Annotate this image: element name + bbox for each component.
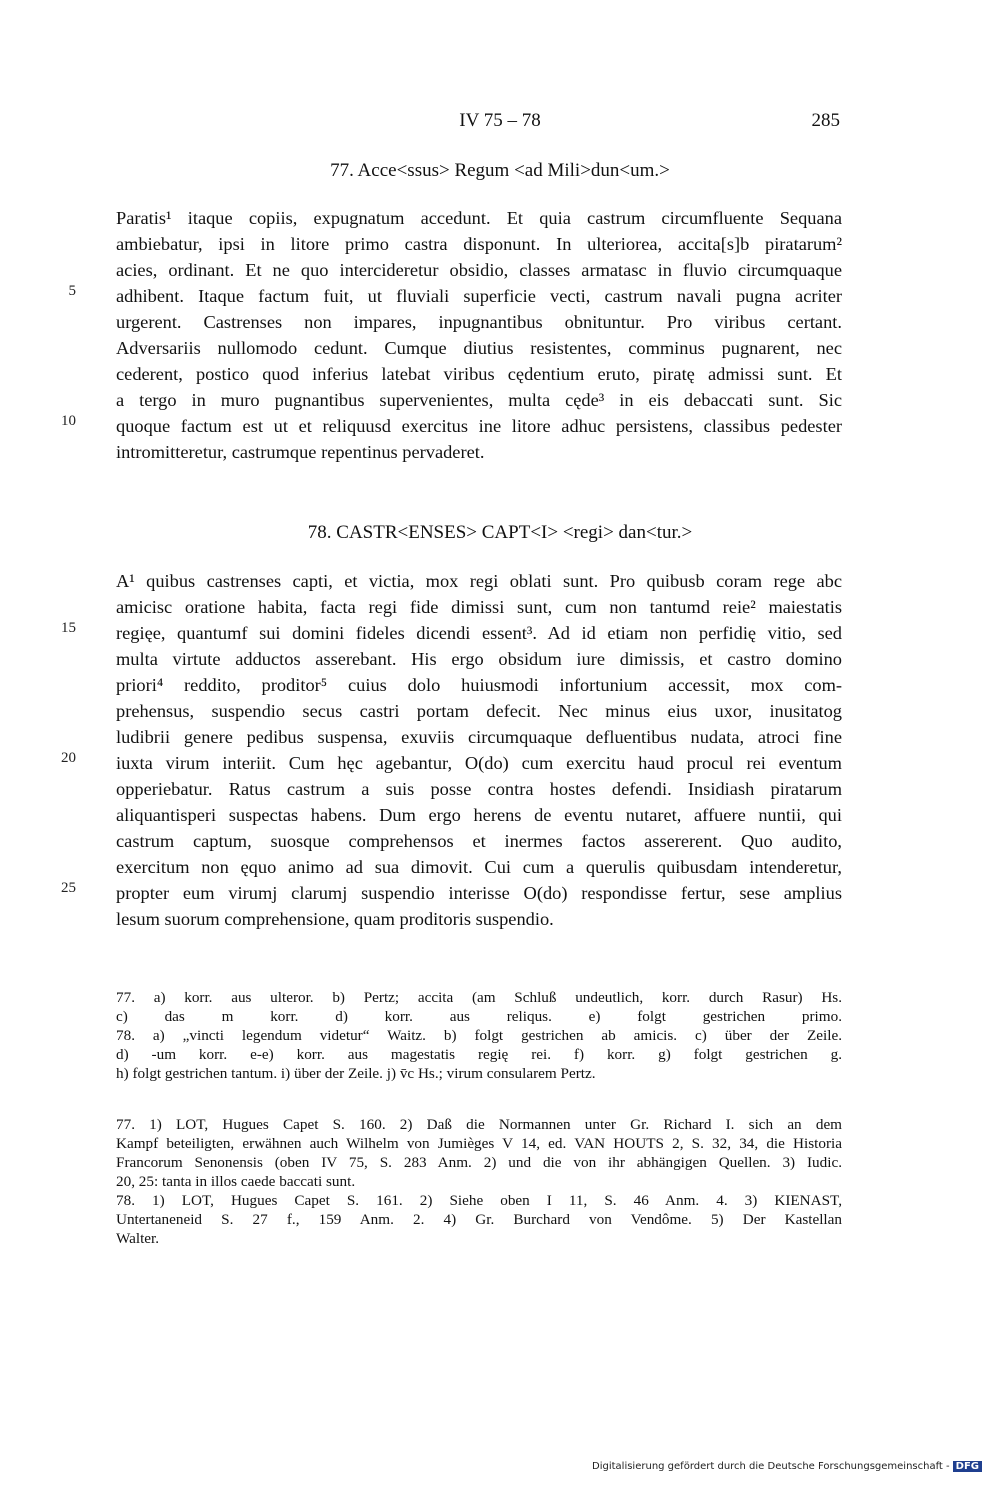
apparatus-line: 78. a) „vincti legendum videtur“ Waitz. b) folgt gestrichen ab amicis. c) über der Zeile. xyxy=(116,1027,842,1044)
commentary-line: 77. 1) LOT, Hugues Capet S. 160. 2) Daß die Normannen unter Gr. Richard I. sich an dem xyxy=(116,1116,842,1133)
commentary-line: Walter. xyxy=(116,1230,160,1247)
chapter-77-text xyxy=(61,205,842,465)
dfg-logo: DFG xyxy=(953,1461,982,1472)
apparatus-line: 77. a) korr. aus ulteror. b) Pertz; accita (am Schluß undeutlich, korr. durch Rasur) Hs. xyxy=(116,989,842,1006)
commentary-line: 20, 25: tanta in illos caede baccati sunt. xyxy=(116,1173,356,1190)
apparatus-line: c) das m korr. d) korr. aus reliqus. e) folgt gestrichen primo. xyxy=(116,1008,842,1025)
line-number: 15 xyxy=(61,620,76,636)
line-number: 25 xyxy=(61,880,76,896)
text-line: lesum suorum comprehensione, quam proditoris suspendio. xyxy=(116,909,554,929)
apparatus-line: d) -um korr. e-e) korr. aus magestatis regię rei. f) korr. g) folgt gestrichen g. xyxy=(116,1046,842,1063)
text-line: regięe, quantumf sui domini fideles dicendi essent³. Ad id etiam non perfidię vitio, sed xyxy=(116,623,842,643)
critical-apparatus xyxy=(116,988,842,1083)
text-line: aliquantisperi suspectas habens. Dum ergo herens de eventu nutaret, affuere nuntii, qui xyxy=(116,805,842,825)
text-line: opperiebatur. Ratus castrum a suis posse contra hostes defendi. Insidiash piratarum xyxy=(116,779,842,799)
chapter-78-text xyxy=(61,568,842,932)
text-line: intromitteretur, castrumque repentinus pervaderet. xyxy=(116,442,485,462)
text-line: ludibrii genere pedibus suspensa, exuviis circumquaque defluentibus nudata, atroci fine xyxy=(116,727,842,747)
text-line: amicisc oratione habita, facta regi fide dimissi sunt, cum non tantumd reie² maiestatis xyxy=(116,597,842,617)
text-line: multa virtute adductos asserebant. His ergo obsidum iure dimissis, et castro domino xyxy=(116,649,842,669)
text-line: prehensus, suspendio secus castri portam defecit. Nec minus eius uxor, inusitatog xyxy=(116,701,842,721)
text-line: acies, ordinant. Et ne quo intercideretur obsidio, classes armatasc in fluvio circumquaque xyxy=(116,260,842,280)
text-line: ambiebatur, ipsi in litore primo castra disponunt. In ulteriorea, accita[s]b piratarum² xyxy=(116,234,842,254)
chapter-78-heading: 78. CASTR<ENSES> CAPT<I> <regi> dan<tur.> xyxy=(307,522,693,543)
text-line: adhibent. Itaque factum fuit, ut fluviali superficie vecti, castrum navali pugna acriter xyxy=(116,286,842,306)
text-line: priori⁴ reddito, proditor⁵ cuius dolo huiusmodi infortunium accessit, mox com- xyxy=(116,675,842,695)
apparatus-line: h) folgt gestrichen tantum. i) über der Zeile. j) v̄c Hs.; virum consularem Pertz. xyxy=(116,1065,596,1082)
text-line: a tergo in muro pugnantibus supervenientes, multa cęde³ in eis debaccati sunt. Sic xyxy=(116,390,842,410)
text-line: exercitum non ęquo animo ad sua dimovit. Cui cum a querulis quibusdam intenderetur, xyxy=(116,857,842,877)
line-number: 10 xyxy=(61,413,76,429)
commentary-line: Untertaneneid S. 27 f., 159 Anm. 2. 4) Gr. Burchard von Vendôme. 5) Der Kastellan xyxy=(116,1211,842,1228)
text-line: A¹ quibus castrenses capti, et victia, mox regi oblati sunt. Pro quibusb coram rege abc xyxy=(116,571,842,591)
running-head xyxy=(0,110,1000,136)
text-line: Paratis¹ itaque copiis, expugnatum accedunt. Et quia castrum circumfluente Sequana xyxy=(116,208,842,228)
running-title: IV 75 – 78 xyxy=(459,110,541,131)
text-line: cederent, postico quod inferius latebat viribus cędentium eruto, piratę admissi sunt. Et xyxy=(116,364,842,384)
commentary-line: Francorum Senonensis (oben IV 75, S. 283 Anm. 2) und die von ihr abhängigen Quellen. 3) Iudic. xyxy=(116,1154,842,1171)
footer-text: Digitalisierung gefördert durch die Deutsche Forschungsgemeinschaft - xyxy=(592,1461,950,1472)
line-number: 5 xyxy=(68,283,76,299)
commentary-line: Kampf beteiligten, erwähnen auch Wilhelm von Jumièges V 14, ed. VAN HOUTS 2, S. 32, 34, die Historia xyxy=(116,1135,842,1152)
text-line: castrum captum, suosque comprehensos et inermes factos assererent. Quo audito, xyxy=(116,831,842,851)
page-number: 285 xyxy=(811,110,840,131)
text-line: Adversariis nullomodo cedunt. Cumque diutius resistentes, comminus pugnarent, nec xyxy=(116,338,842,358)
line-number: 20 xyxy=(61,750,76,766)
text-line: quoque factum est ut et reliquusd exercitus ine litore adhuc persistens, classibus pedester xyxy=(116,416,842,436)
commentary-line: 78. 1) LOT, Hugues Capet S. 161. 2) Siehe oben I 11, S. 46 Anm. 4. 3) KIENAST, xyxy=(116,1192,842,1209)
text-line: propter eum virumj clarumj suspendio interisse O(do) respondisse fertur, sese amplius xyxy=(116,883,842,903)
text-line: iuxta virum interiit. Cum hęc agebantur, O(do) cum exercitu haud procul rei eventum xyxy=(116,753,842,773)
commentary-notes xyxy=(116,1115,842,1248)
digitization-footer xyxy=(592,1461,982,1472)
chapter-77-heading: 77. Acce<ssus> Regum <ad Mili>dun<um.> xyxy=(330,160,670,181)
text-line: urgerent. Castrenses non impares, inpugnantibus obnituntur. Pro viribus certant. xyxy=(116,312,842,332)
